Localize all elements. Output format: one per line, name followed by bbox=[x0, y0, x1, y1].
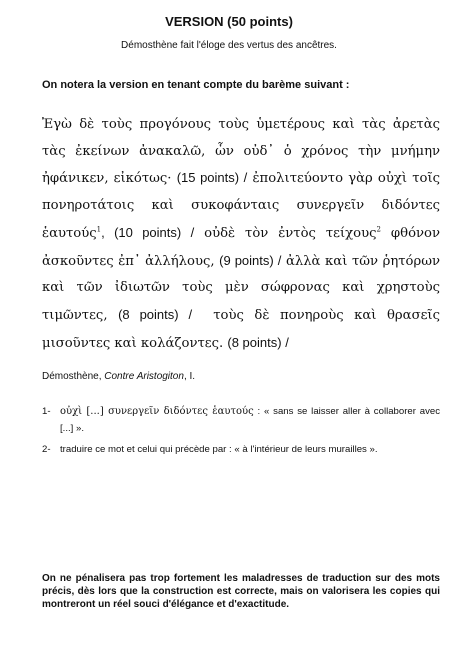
page-subtitle: Démosthène fait l'éloge des vertus des ancêtres. bbox=[121, 40, 337, 51]
footnote-number: 1- bbox=[42, 406, 51, 417]
footnotes bbox=[42, 403, 440, 462]
points-label-1: (15 points) / bbox=[176, 170, 248, 186]
greek-segment-1: Ἐγὼ δὲ τοὺς προγόνους τοὺς ὑμετέρους καὶ τὰς ἀρετὰς τὰς ἐκείνων ἀνακαλῶ, ὧν οὐδ᾽ ὁ χρόνος τὴν μνήμην ἠφάνικεν, εἰκότως· bbox=[42, 117, 440, 187]
greek-segment-5: τοὺς δὲ πονηροὺς καὶ θρασεῖς μισοῦντες καὶ κολάζοντες. bbox=[42, 307, 440, 351]
footnote-2 bbox=[42, 441, 440, 458]
greek-segment-4: ἀλλὰ καὶ τῶν ῥητόρων καὶ τῶν ἰδιωτῶν τοὺς μὲν σώφρονας καὶ χρηστοὺς τιμῶντες, bbox=[42, 253, 440, 323]
footnote-text: traduire ce mot et celui qui précède par : « à l'intérieur de leurs murailles ». bbox=[60, 444, 378, 455]
points-label-2: , (10 points) / bbox=[101, 224, 195, 240]
grading-instruction: On notera la version en tenant compte du barème suivant : bbox=[42, 79, 350, 91]
footnote-text bbox=[60, 403, 440, 437]
footnote-ref-1: 1 bbox=[96, 225, 102, 234]
greek-segment-3: οὐδὲ τὸν ἐντὸς τείχους bbox=[204, 225, 377, 241]
footnote-gloss: : « sans se laisser aller à collaborer avec [...] ». bbox=[60, 406, 441, 434]
source-author: Démosthène, bbox=[42, 371, 102, 382]
footnote-1 bbox=[42, 403, 440, 437]
points-label-5: (8 points) / bbox=[227, 334, 289, 350]
footnote-number: 2- bbox=[42, 444, 51, 455]
greek-segment-2: ἐπολιτεύοντο γὰρ οὐχὶ τοῖς πονηροτάτοις καὶ συκοφάνταις συνεργεῖν διδόντες ἑαυτούς bbox=[42, 171, 440, 241]
footnote-ref-2: 2 bbox=[376, 225, 381, 234]
points-label-3: (9 points) / bbox=[219, 252, 282, 268]
source-book: , I. bbox=[183, 371, 196, 382]
greek-segment-3b: φθόνον ἀσκοῦντες ἐπ᾽ ἀλλήλους, bbox=[42, 225, 440, 269]
greek-passage bbox=[42, 112, 440, 357]
points-label-4: (8 points) / bbox=[118, 306, 193, 322]
source-work: Contre Aristogiton bbox=[104, 371, 184, 382]
footnote-greek: οὐχὶ [...] συνεργεῖν διδόντες ἑαυτούς bbox=[60, 406, 254, 417]
source-citation bbox=[42, 371, 442, 382]
page-title: VERSION (50 points) bbox=[165, 14, 293, 29]
grading-footer-note: On ne pénalisera pas trop fortement les maladresses de traduction sur des mots précis, dès lors que la construction est correcte, mais on valorisera les copies qui montreront un réel souci d'élégance et d'exactitude. bbox=[42, 573, 440, 610]
